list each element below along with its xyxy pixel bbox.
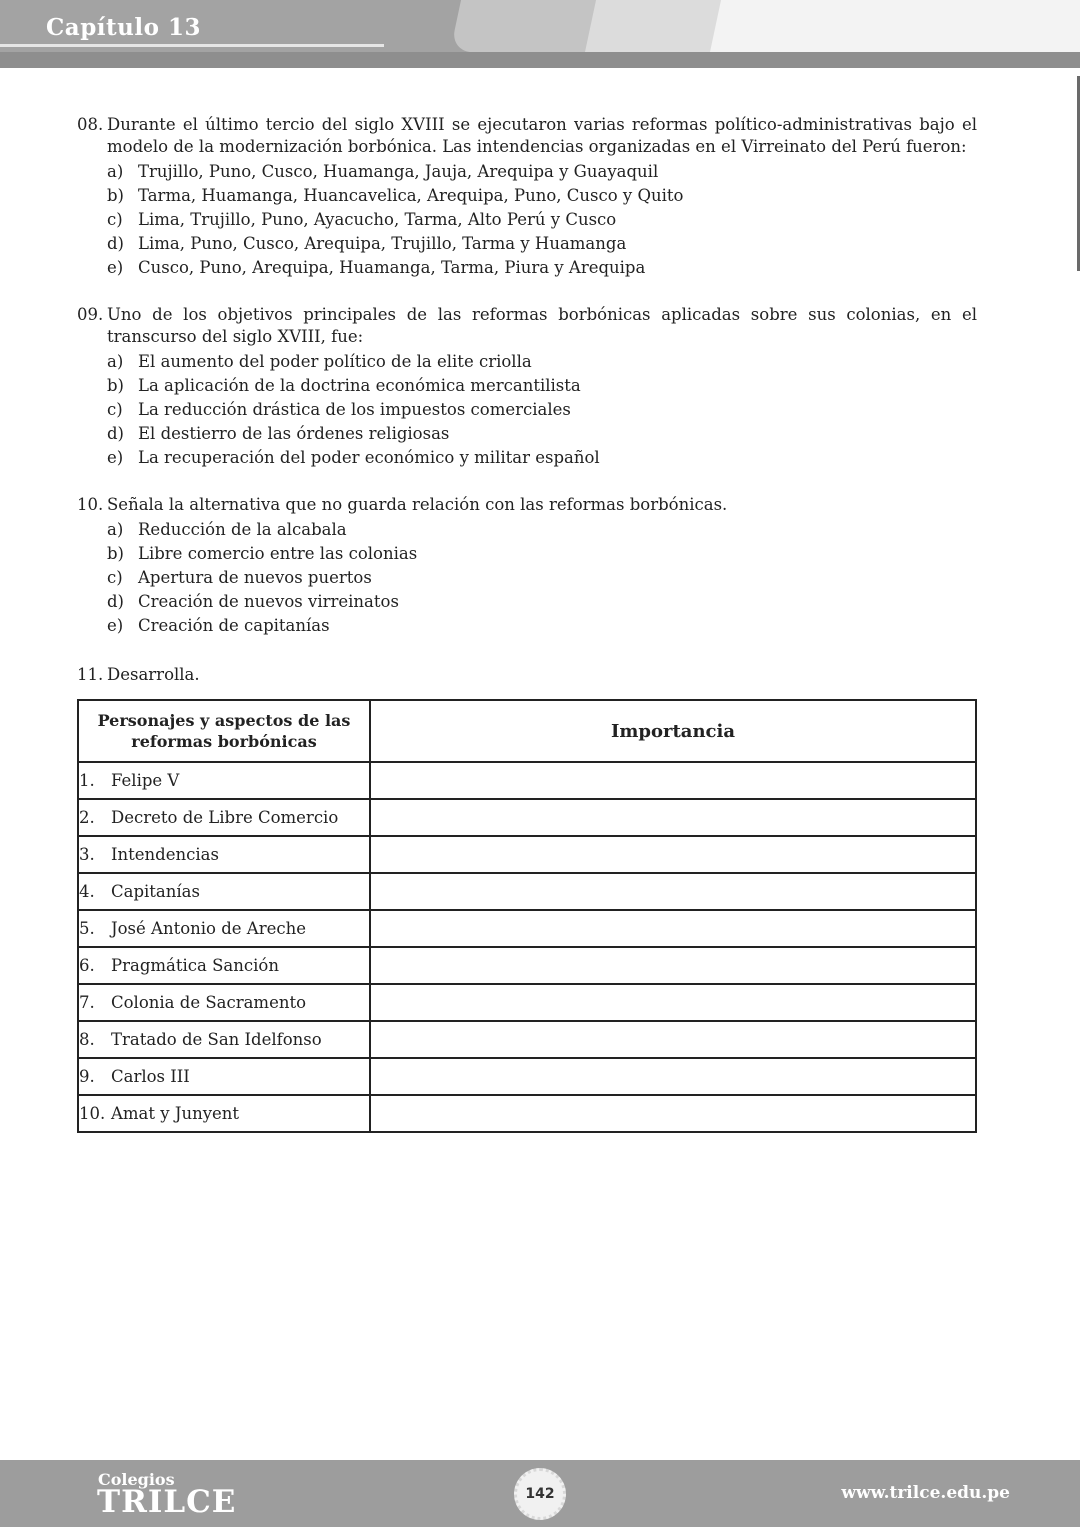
row-number: 1.	[79, 771, 95, 790]
option-letter: c)	[107, 400, 123, 419]
table-row	[78, 1058, 976, 1095]
row-label: Colonia de Sacramento	[111, 993, 307, 1012]
row-label-cell	[78, 984, 370, 1021]
importance-answer-cell[interactable]	[370, 1058, 976, 1095]
row-number: 4.	[79, 882, 95, 901]
reforms-table	[77, 699, 977, 1133]
row-label-cell	[78, 762, 370, 799]
row-number: 8.	[79, 1030, 95, 1049]
table-row	[78, 947, 976, 984]
row-label: José Antonio de Areche	[111, 919, 306, 938]
header-decor-shape	[710, 0, 1080, 52]
question-text: Desarrolla.	[107, 665, 200, 684]
option-text: Reducción de la alcabala	[138, 520, 347, 539]
table-row	[78, 799, 976, 836]
option-letter: e)	[107, 448, 124, 467]
option-a[interactable]	[77, 350, 977, 374]
option-letter: b)	[107, 544, 124, 563]
row-label-cell	[78, 799, 370, 836]
question-text: Señala la alternativa que no guarda relación con las reformas borbónicas.	[107, 495, 728, 514]
option-letter: b)	[107, 186, 124, 205]
chapter-underline	[0, 44, 384, 47]
option-c[interactable]	[77, 566, 977, 590]
row-label-cell	[78, 836, 370, 873]
importance-answer-cell[interactable]	[370, 799, 976, 836]
page-number-badge: 142	[514, 1468, 566, 1520]
importance-answer-cell[interactable]	[370, 947, 976, 984]
question-number: 09.	[77, 305, 104, 324]
importance-answer-cell[interactable]	[370, 910, 976, 947]
option-text: El aumento del poder político de la elite criolla	[138, 352, 532, 371]
option-d[interactable]	[77, 590, 977, 614]
importance-answer-cell[interactable]	[370, 1095, 976, 1132]
row-number: 3.	[79, 845, 95, 864]
row-label: Carlos III	[111, 1067, 190, 1086]
question-stem	[77, 664, 977, 686]
logo-subtitle: Colegios	[98, 1470, 175, 1489]
question-11	[77, 664, 977, 686]
option-letter: c)	[107, 210, 123, 229]
page-header	[0, 0, 1080, 68]
row-label-cell	[78, 1095, 370, 1132]
website-link[interactable]: www.trilce.edu.pe	[841, 1483, 1010, 1503]
table-row	[78, 762, 976, 799]
option-letter: e)	[107, 616, 124, 635]
row-label: Capitanías	[111, 882, 200, 901]
row-label-cell	[78, 1021, 370, 1058]
option-text: Trujillo, Puno, Cusco, Huamanga, Jauja, Arequipa y Guayaquil	[138, 162, 659, 181]
options-list	[77, 518, 977, 638]
option-letter: d)	[107, 424, 124, 443]
row-number: 6.	[79, 956, 95, 975]
option-text: Cusco, Puno, Arequipa, Huamanga, Tarma, Piura y Arequipa	[138, 258, 646, 277]
question-text: Durante el último tercio del siglo XVIII se ejecutaron varias reformas político-administrativas bajo el modelo de la modernización borbónica. Las intendencias organizadas en el Virreinato del Perú fueron:	[107, 115, 977, 156]
importance-answer-cell[interactable]	[370, 836, 976, 873]
row-label: Intendencias	[111, 845, 219, 864]
importance-answer-cell[interactable]	[370, 762, 976, 799]
option-e[interactable]	[77, 256, 977, 280]
option-text: La reducción drástica de los impuestos comerciales	[138, 400, 571, 419]
row-number: 2.	[79, 808, 95, 827]
row-number: 9.	[79, 1067, 95, 1086]
option-text: Lima, Puno, Cusco, Arequipa, Trujillo, Tarma y Huamanga	[138, 234, 627, 253]
option-a[interactable]	[77, 518, 977, 542]
row-label-cell	[78, 1058, 370, 1095]
row-label-cell	[78, 873, 370, 910]
option-text: La recuperación del poder económico y militar español	[138, 448, 600, 467]
table-row	[78, 1095, 976, 1132]
question-10	[77, 494, 977, 638]
importance-answer-cell[interactable]	[370, 984, 976, 1021]
row-label-cell	[78, 910, 370, 947]
page-footer	[0, 1460, 1080, 1527]
option-letter: b)	[107, 376, 124, 395]
option-a[interactable]	[77, 160, 977, 184]
row-label: Decreto de Libre Comercio	[111, 808, 339, 827]
option-b[interactable]	[77, 542, 977, 566]
question-stem	[77, 114, 977, 158]
option-e[interactable]	[77, 446, 977, 470]
option-letter: a)	[107, 520, 124, 539]
option-d[interactable]	[77, 422, 977, 446]
option-b[interactable]	[77, 374, 977, 398]
row-number: 7.	[79, 993, 95, 1012]
logo-trilce: TRILCE	[97, 1484, 237, 1520]
option-text: Tarma, Huamanga, Huancavelica, Arequipa, Puno, Cusco y Quito	[138, 186, 684, 205]
option-b[interactable]	[77, 184, 977, 208]
question-stem	[77, 494, 977, 516]
column-header-aspects: Personajes y aspectos de las reformas borbónicas	[78, 700, 370, 762]
row-number: 10.	[79, 1104, 106, 1123]
table-row	[78, 910, 976, 947]
option-e[interactable]	[77, 614, 977, 638]
table-row	[78, 836, 976, 873]
row-number: 5.	[79, 919, 95, 938]
option-text: Creación de nuevos virreinatos	[138, 592, 399, 611]
option-letter: a)	[107, 162, 124, 181]
row-label: Tratado de San Idelfonso	[111, 1030, 322, 1049]
option-c[interactable]	[77, 208, 977, 232]
option-text: La aplicación de la doctrina económica mercantilista	[138, 376, 581, 395]
question-stem	[77, 304, 977, 348]
option-text: Creación de capitanías	[138, 616, 330, 635]
option-letter: c)	[107, 568, 123, 587]
importance-answer-cell[interactable]	[370, 1021, 976, 1058]
option-d[interactable]	[77, 232, 977, 256]
chapter-title: Capítulo 13	[46, 14, 201, 41]
option-text: Apertura de nuevos puertos	[138, 568, 372, 587]
option-letter: d)	[107, 234, 124, 253]
question-09	[77, 304, 977, 470]
question-number: 11.	[77, 665, 104, 684]
column-header-importance: Importancia	[370, 700, 976, 762]
question-08	[77, 114, 977, 280]
option-letter: a)	[107, 352, 124, 371]
options-list	[77, 350, 977, 470]
question-number: 10.	[77, 495, 104, 514]
option-text: Lima, Trujillo, Puno, Ayacucho, Tarma, Alto Perú y Cusco	[138, 210, 617, 229]
option-letter: d)	[107, 592, 124, 611]
row-label: Pragmática Sanción	[111, 956, 279, 975]
table-header-row	[78, 700, 976, 762]
option-text: Libre comercio entre las colonias	[138, 544, 418, 563]
row-label: Amat y Junyent	[111, 1104, 240, 1123]
options-list	[77, 160, 977, 280]
importance-answer-cell[interactable]	[370, 873, 976, 910]
row-label-cell	[78, 947, 370, 984]
row-label: Felipe V	[111, 771, 180, 790]
option-c[interactable]	[77, 398, 977, 422]
option-text: El destierro de las órdenes religiosas	[138, 424, 450, 443]
question-text: Uno de los objetivos principales de las reformas borbónicas aplicadas sobre sus colonias, en el transcurso del siglo XVIII, fue:	[107, 305, 977, 346]
header-stripe	[0, 52, 1080, 68]
question-number: 08.	[77, 115, 104, 134]
table-row	[78, 873, 976, 910]
table-row	[78, 984, 976, 1021]
option-letter: e)	[107, 258, 124, 277]
table-row	[78, 1021, 976, 1058]
